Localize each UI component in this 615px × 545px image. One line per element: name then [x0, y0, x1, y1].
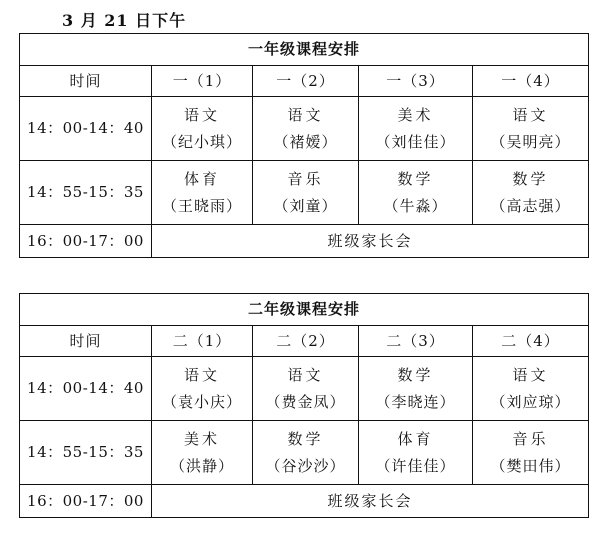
- subject-name: 音乐: [287, 169, 324, 188]
- subject-name: 数学: [397, 365, 434, 384]
- class-column-header: 一（1）: [152, 66, 253, 97]
- table-row: [20, 161, 589, 225]
- subject-name: 数学: [397, 169, 434, 188]
- subject-name: 语文: [287, 105, 324, 124]
- teacher-name: （谷沙沙）: [265, 456, 346, 475]
- subject-name: 体育: [397, 429, 434, 448]
- course-cell: [359, 421, 473, 485]
- event-cell: 班级家长会: [152, 225, 589, 258]
- teacher-name: （牛淼）: [383, 196, 448, 215]
- course-cell: [473, 161, 589, 225]
- course-cell: [359, 97, 473, 161]
- teacher-name: （纪小琪）: [161, 132, 242, 151]
- teacher-name: （洪静）: [169, 456, 234, 475]
- teacher-name: （吴明亮）: [490, 132, 571, 151]
- subject-name: 语文: [183, 365, 220, 384]
- table-row: [20, 97, 589, 161]
- teacher-name: （袁小庆）: [161, 392, 242, 411]
- time-slot: 14：55-15：35: [20, 161, 152, 225]
- subject-name: 美术: [183, 429, 220, 448]
- time-slot: 14：00-14：40: [20, 357, 152, 421]
- subject-name: 数学: [512, 169, 549, 188]
- subject-name: 音乐: [512, 429, 549, 448]
- teacher-name: （许佳佳）: [375, 456, 456, 475]
- teacher-name: （刘佳佳）: [375, 132, 456, 151]
- course-cell: [152, 161, 253, 225]
- time-slot: 16：00-17：00: [20, 225, 152, 258]
- course-cell: [152, 97, 253, 161]
- teacher-name: （高志强）: [490, 196, 571, 215]
- subject-name: 语文: [183, 105, 220, 124]
- class-column-header: 二（4）: [473, 326, 589, 357]
- course-cell: [253, 357, 359, 421]
- class-column-header: 二（2）: [253, 326, 359, 357]
- time-slot: 14：00-14：40: [20, 97, 152, 161]
- subject-name: 数学: [287, 429, 324, 448]
- table-title: 二年级课程安排: [20, 294, 589, 326]
- course-cell: [473, 421, 589, 485]
- teacher-name: （王晓雨）: [161, 196, 242, 215]
- table-row: [20, 485, 589, 518]
- time-slot: 16：00-17：00: [20, 485, 152, 518]
- class-column-header: 一（2）: [253, 66, 359, 97]
- time-slot: 14：55-15：35: [20, 421, 152, 485]
- time-column-header: 时间: [20, 66, 152, 97]
- course-cell: [253, 97, 359, 161]
- table-header-row: [20, 66, 589, 97]
- course-cell: [359, 161, 473, 225]
- teacher-name: （褚嫒）: [273, 132, 338, 151]
- class-column-header: 一（4）: [473, 66, 589, 97]
- event-cell: 班级家长会: [152, 485, 589, 518]
- subject-name: 语文: [512, 365, 549, 384]
- subject-name: 体育: [183, 169, 220, 188]
- table-title: 一年级课程安排: [20, 34, 589, 66]
- course-cell: [473, 357, 589, 421]
- course-cell: [473, 97, 589, 161]
- class-column-header: 二（1）: [152, 326, 253, 357]
- teacher-name: （樊田伟）: [490, 456, 571, 475]
- course-cell: [359, 357, 473, 421]
- teacher-name: （费金凤）: [265, 392, 346, 411]
- subject-name: 语文: [512, 105, 549, 124]
- subject-name: 美术: [397, 105, 434, 124]
- schedule-table-grade-2: [19, 293, 589, 518]
- schedule-table-grade-1: [19, 33, 589, 258]
- teacher-name: （李晓连）: [375, 392, 456, 411]
- course-cell: [152, 357, 253, 421]
- course-cell: [253, 421, 359, 485]
- table-row: [20, 421, 589, 485]
- course-cell: [253, 161, 359, 225]
- time-column-header: 时间: [20, 326, 152, 357]
- table-title-row: [20, 34, 589, 66]
- table-header-row: [20, 326, 589, 357]
- class-column-header: 二（3）: [359, 326, 473, 357]
- course-cell: [152, 421, 253, 485]
- subject-name: 语文: [287, 365, 324, 384]
- teacher-name: （刘应琼）: [490, 392, 571, 411]
- table-row: [20, 225, 589, 258]
- table-title-row: [20, 294, 589, 326]
- class-column-header: 一（3）: [359, 66, 473, 97]
- table-row: [20, 357, 589, 421]
- page-title: 3 月 21 日下午: [62, 11, 187, 30]
- teacher-name: （刘童）: [273, 196, 338, 215]
